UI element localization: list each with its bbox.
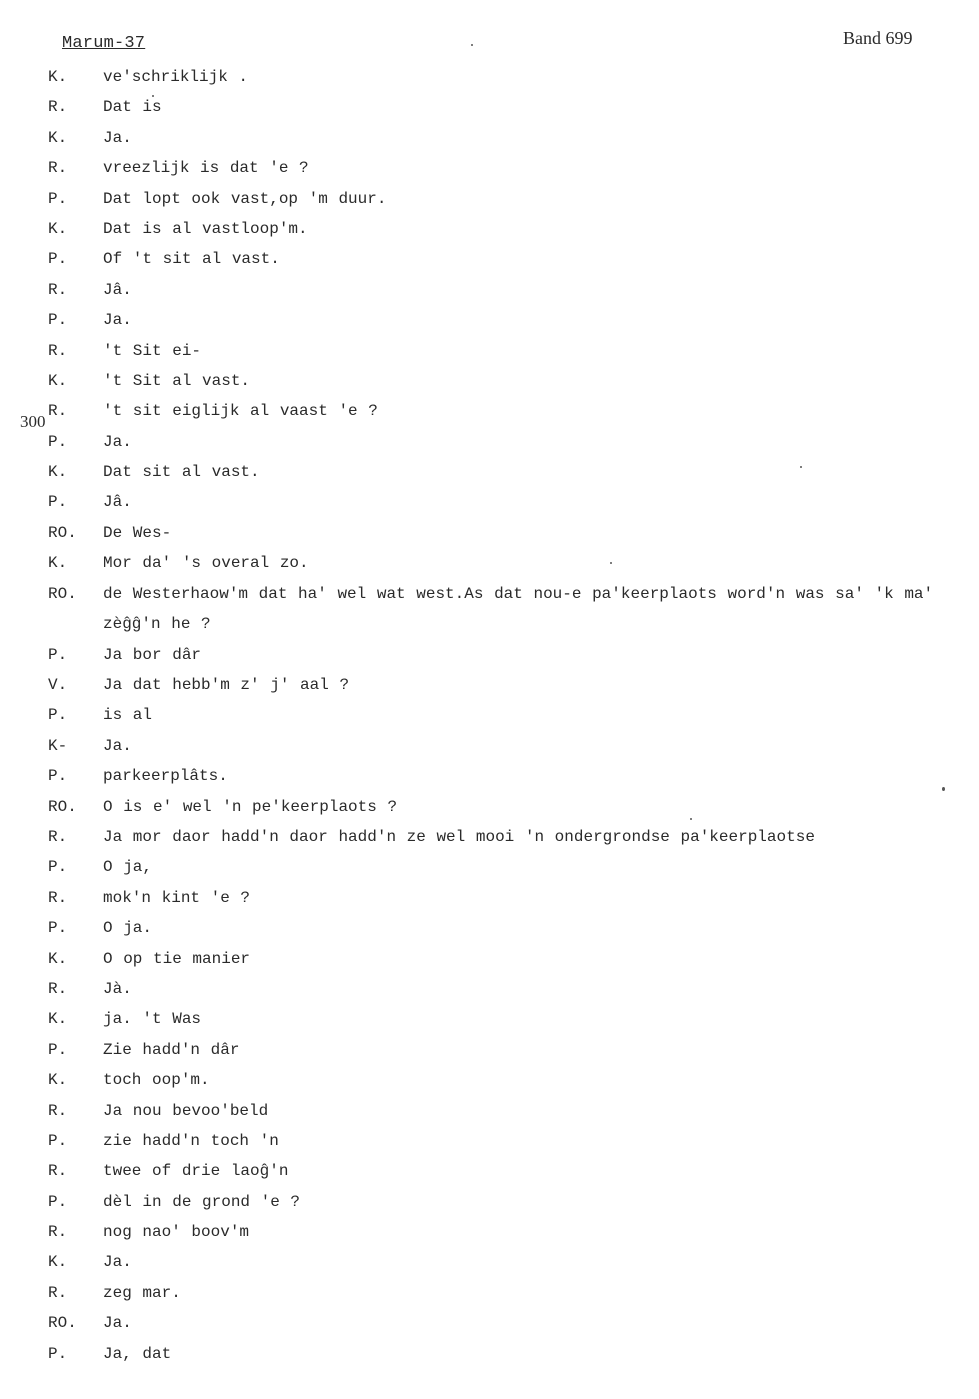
utterance-text: Dat lopt ook vast,op 'm duur. <box>103 189 387 208</box>
utterance-text: Mor da' 's overal zo. <box>103 554 309 573</box>
scan-speck <box>610 562 612 564</box>
transcript-line <box>0 62 979 92</box>
transcript-line <box>0 244 979 274</box>
transcript-line <box>0 761 979 791</box>
transcript-line <box>0 305 979 335</box>
transcript-line <box>0 518 979 548</box>
transcript-line <box>0 153 979 183</box>
transcript-line <box>0 883 979 913</box>
speaker-label: K. <box>48 371 68 390</box>
speaker-label: R. <box>48 280 68 299</box>
speaker-label: K. <box>48 128 68 147</box>
utterance-text: Dat is <box>103 98 162 117</box>
utterance-text: 't Sit ei- <box>103 341 202 360</box>
transcript-line <box>0 487 979 517</box>
transcript-line <box>0 1156 979 1186</box>
speaker-label: RO. <box>48 523 77 542</box>
speaker-label: R. <box>48 402 68 421</box>
transcript-line <box>0 457 979 487</box>
speaker-label: K. <box>48 463 68 482</box>
transcript-line <box>0 336 979 366</box>
transcript-line <box>0 184 979 214</box>
transcript-line <box>0 822 979 852</box>
scan-speck <box>942 787 945 791</box>
utterance-text: Dat is al vastloop'm. <box>103 219 308 238</box>
utterance-text: mok'n kint 'e ? <box>103 888 251 907</box>
transcript-line <box>0 974 979 1004</box>
speaker-label: K- <box>48 736 68 755</box>
utterance-text: nog nao' boov'm <box>103 1223 250 1242</box>
speaker-label: P. <box>48 858 68 877</box>
speaker-label: P. <box>48 189 68 208</box>
speaker-label: P. <box>48 767 68 786</box>
utterance-text: toch oop'm. <box>103 1071 210 1090</box>
utterance-text: dèl in de grond 'e ? <box>103 1192 301 1211</box>
speaker-label: R. <box>48 1101 68 1120</box>
utterance-text: O op tie manier <box>103 949 251 968</box>
speaker-label: R. <box>48 827 68 846</box>
utterance-text: Of 't sit al vast. <box>103 250 280 269</box>
utterance-text: Ja. <box>103 311 132 330</box>
speaker-label: K. <box>48 949 68 968</box>
speaker-label: R. <box>48 159 68 178</box>
speaker-label: K. <box>48 1071 68 1090</box>
speaker-label: P. <box>48 250 68 269</box>
speaker-label: R. <box>48 1162 68 1181</box>
utterance-text: parkeerplâts. <box>103 767 228 786</box>
transcript-lines <box>0 62 979 1369</box>
utterance-text: Ja. <box>103 736 132 755</box>
speaker-label: R. <box>48 1283 68 1302</box>
scan-speck <box>800 466 802 468</box>
utterance-text: Jà. <box>103 979 132 998</box>
speaker-label: R. <box>48 341 68 360</box>
transcript-line <box>0 1065 979 1095</box>
speaker-label: P. <box>48 1040 68 1059</box>
counter-margin-note: 300 <box>20 412 46 431</box>
utterance-text: zie hadd'n toch 'n <box>103 1131 279 1150</box>
document-id: Marum-37 <box>62 34 146 53</box>
transcript-line <box>0 123 979 153</box>
speaker-label: RO. <box>48 584 77 603</box>
transcript-line <box>0 913 979 943</box>
speaker-label: V. <box>48 676 68 695</box>
transcript-line <box>0 944 979 974</box>
utterance-text: Zie hadd'n dâr <box>103 1040 240 1059</box>
transcript-line <box>0 670 979 700</box>
speaker-label: P. <box>48 645 68 664</box>
transcript-line <box>0 1035 979 1065</box>
utterance-text: twee of drie laoĝ'n <box>103 1162 289 1181</box>
transcript-line <box>0 366 979 396</box>
utterance-text: de Westerhaow'm dat ha' wel wat west.As dat nou-e pa'keerplaots word'n was sa' 'k ma' zèĝĝ'n he ? <box>103 584 934 634</box>
utterance-text: O ja. <box>103 919 153 938</box>
transcript-line <box>0 700 979 730</box>
scan-speck <box>152 95 154 97</box>
transcript-line <box>0 396 979 426</box>
transcript-line <box>0 1187 979 1217</box>
transcript-line <box>0 731 979 761</box>
utterance-text: O is e' wel 'n pe'keerplaots ? <box>103 797 398 816</box>
utterance-text: 't Sit al vast. <box>103 371 251 390</box>
speaker-label: R. <box>48 1223 68 1242</box>
transcript-line <box>0 1308 979 1338</box>
utterance-text: Jâ. <box>103 493 132 512</box>
speaker-label: R. <box>48 98 68 117</box>
utterance-text: ja. 't Was <box>103 1010 202 1029</box>
utterance-text: De Wes- <box>103 523 172 542</box>
utterance-text: Ja mor daor hadd'n daor hadd'n ze wel mooi 'n ondergrondse pa'keerplaotse <box>103 827 815 846</box>
utterance-text: Ja. <box>103 128 132 147</box>
speaker-label: P. <box>48 1192 68 1211</box>
transcript-line <box>0 1339 979 1369</box>
utterance-text: Ja. <box>103 1253 132 1272</box>
transcript-line <box>0 1278 979 1308</box>
utterance-text: ve'schriklijk . <box>103 68 249 86</box>
speaker-label: RO. <box>48 1314 77 1333</box>
speaker-label: R. <box>48 888 68 907</box>
speaker-label: R. <box>48 979 68 998</box>
utterance-text: Ja dat hebb'm z' j' aal ? <box>103 676 350 695</box>
speaker-label: P. <box>48 1131 68 1150</box>
utterance-text: zeg mar. <box>103 1283 181 1302</box>
utterance-text: 't sit eiglijk al vaast 'e ? <box>103 402 378 421</box>
transcript-line <box>0 792 979 822</box>
transcript-line <box>0 92 979 122</box>
transcript-line <box>0 1004 979 1034</box>
speaker-label: K. <box>48 219 68 238</box>
speaker-label: P. <box>48 919 68 938</box>
transcript-line <box>0 1217 979 1247</box>
utterance-text: Ja nou bevoo'beld <box>103 1101 269 1120</box>
tape-number: Band 699 <box>843 28 913 48</box>
speaker-label: P. <box>48 493 68 512</box>
scan-speck <box>690 818 692 820</box>
transcript-line <box>0 275 979 305</box>
utterance-text: is al <box>103 706 153 725</box>
speaker-label: K. <box>48 1010 68 1029</box>
speaker-label: P. <box>48 706 68 725</box>
transcript-line <box>0 1247 979 1277</box>
utterance-text: Ja. <box>103 432 132 451</box>
utterance-text: O ja, <box>103 858 153 877</box>
utterance-text: Dat sit al vast. <box>103 463 260 482</box>
transcript-line <box>0 214 979 244</box>
speaker-label: K. <box>48 554 68 573</box>
speaker-label: P. <box>48 311 68 330</box>
speaker-label: K. <box>48 1253 68 1272</box>
transcript-line <box>0 640 979 670</box>
utterance-text: Ja. <box>103 1314 132 1333</box>
speaker-label: RO. <box>48 797 77 816</box>
transcript-line <box>0 548 979 578</box>
transcript-line <box>0 579 979 640</box>
transcript-line <box>0 427 979 457</box>
transcript-line <box>0 852 979 882</box>
transcript-line <box>0 1096 979 1126</box>
utterance-text: Ja bor dâr <box>103 645 202 664</box>
speaker-label: P. <box>48 1344 68 1363</box>
utterance-text: vreezlijk is dat 'e ? <box>103 159 309 178</box>
speaker-label: P. <box>48 432 68 451</box>
utterance-text: Jâ. <box>103 280 132 299</box>
scan-speck <box>471 44 473 46</box>
speaker-label: K. <box>48 68 68 86</box>
utterance-text: Ja, dat <box>103 1344 172 1363</box>
transcript-line <box>0 1126 979 1156</box>
